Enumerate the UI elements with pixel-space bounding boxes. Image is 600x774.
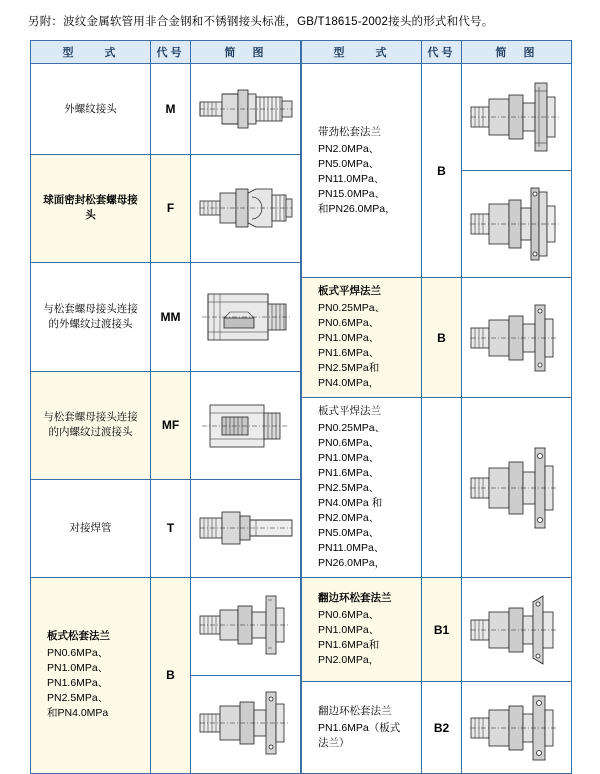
spherical-seal-union-nut-figure <box>191 155 301 262</box>
row-type-title: 翻边环松套法兰 <box>318 705 392 717</box>
row-code-label: B <box>422 278 462 398</box>
row-type-line: PN1.6MPa和PN2.0MPa， <box>318 639 380 666</box>
row-type-label: 与松套螺母接头连接的外螺纹过渡接头 <box>31 262 151 372</box>
row-type-title: 翻边环松套法兰 <box>318 592 392 604</box>
left-table-header-row <box>31 41 301 64</box>
row-type-label: 外螺纹接头 <box>31 64 151 155</box>
row-type-line: PN0.6MPa、PN1.0MPa、 <box>47 647 109 675</box>
header-code: 代号 <box>422 41 462 64</box>
row-code-label: MF <box>151 372 191 479</box>
header-figure: 简 图 <box>462 41 572 64</box>
table-row <box>31 577 301 675</box>
row-type-block <box>31 577 151 773</box>
row-type-block <box>302 278 422 398</box>
page-caption: 另附：波纹金属软管用非合金钢和不锈钢接头标准，GB/T18615-2002接头的形式和代号。 <box>28 16 494 28</box>
row-type-line: 和PN26.0MPa， <box>318 202 396 215</box>
row-code-label: M <box>151 64 191 155</box>
row-type-line: PN11.0MPa、PN15.0MPa、 <box>318 172 386 200</box>
plate-loose-flange-figure-b <box>191 675 301 773</box>
row-code-label: T <box>151 479 191 577</box>
row-type-line: PN1.0MPa、PN1.6MPa、 <box>318 452 380 479</box>
row-type-line: PN1.6MPa（板式法兰） <box>318 722 401 749</box>
table-row <box>31 262 301 372</box>
row-type-line: PN2.5MPa、PN4.0MPa 和 <box>318 482 383 509</box>
row-type-title: 板式松套法兰 <box>47 630 110 643</box>
row-code-label: B2 <box>422 682 462 774</box>
row-code-label: B <box>422 64 462 278</box>
row-type-line: PN1.0MPa、PN1.6MPa、 <box>318 332 380 359</box>
row-code-label: B1 <box>422 578 462 682</box>
table-row <box>31 479 301 577</box>
row-type-line: PN0.25MPa、PN0.6MPa、 <box>318 422 386 449</box>
row-type-label: 与松套螺母接头连接的内螺纹过渡接头 <box>31 372 151 479</box>
row-type-line: PN11.0MPa、PN26.0MPa， <box>318 542 386 569</box>
row-type-line: PN1.6MPa、PN2.5MPa、 <box>47 677 109 705</box>
right-table <box>301 40 572 774</box>
header-type: 型 式 <box>31 41 151 64</box>
header-type: 型 式 <box>302 41 422 64</box>
row-type-block <box>302 578 422 682</box>
table-row <box>302 578 572 682</box>
row-type-line: PN2.5MPa和PN4.0MPa， <box>318 362 380 389</box>
internal-thread-transition-figure <box>191 372 301 479</box>
ribbed-loose-flange-figure-b <box>462 171 572 278</box>
butt-weld-pipe-figure <box>191 479 301 577</box>
flanged-ring-loose-flange-plate-figure <box>462 682 572 774</box>
row-type-block <box>302 64 422 278</box>
ribbed-loose-flange-figure-a <box>462 64 572 171</box>
table-row <box>302 682 572 774</box>
row-type-block <box>302 682 422 774</box>
flanged-ring-loose-flange-figure <box>462 578 572 682</box>
row-type-line: 和PN4.0MPa <box>47 707 109 720</box>
table-row <box>31 155 301 262</box>
row-type-title: 板式平焊法兰 <box>318 405 381 417</box>
table-row <box>302 278 572 398</box>
row-type-title: 带劲松套法兰 <box>318 125 381 138</box>
left-table <box>30 40 301 774</box>
row-type-line: PN2.0MPa、PN5.0MPa、 <box>318 142 380 170</box>
row-type-line: PN0.6MPa、PN1.0MPa、 <box>318 609 380 636</box>
row-type-title: 板式平焊法兰 <box>318 285 381 297</box>
header-code: 代号 <box>151 41 191 64</box>
row-type-line: PN0.25MPa、PN0.6MPa、 <box>318 302 386 329</box>
threaded-male-joint-figure <box>191 64 301 155</box>
row-code-label: F <box>151 155 191 262</box>
header-figure: 简 图 <box>191 41 301 64</box>
table-row <box>31 64 301 155</box>
row-code-label: MM <box>151 262 191 372</box>
row-type-line: PN2.0MPa、PN5.0MPa、 <box>318 512 380 539</box>
right-table-header-row <box>302 41 572 64</box>
table-row <box>31 372 301 479</box>
plate-loose-flange-figure-a <box>191 577 301 675</box>
row-type-label: 对接焊管 <box>31 479 151 577</box>
plate-flat-weld-flange-figure-b <box>462 398 572 578</box>
table-row <box>302 64 572 171</box>
row-code-label: B <box>151 577 191 773</box>
row-code-label <box>422 398 462 578</box>
row-type-label: 球面密封松套螺母接头 <box>31 155 151 262</box>
plate-flat-weld-flange-figure-a <box>462 278 572 398</box>
external-thread-transition-figure <box>191 262 301 372</box>
table-row <box>302 398 572 578</box>
row-type-block <box>302 398 422 578</box>
tables-container <box>30 40 570 774</box>
